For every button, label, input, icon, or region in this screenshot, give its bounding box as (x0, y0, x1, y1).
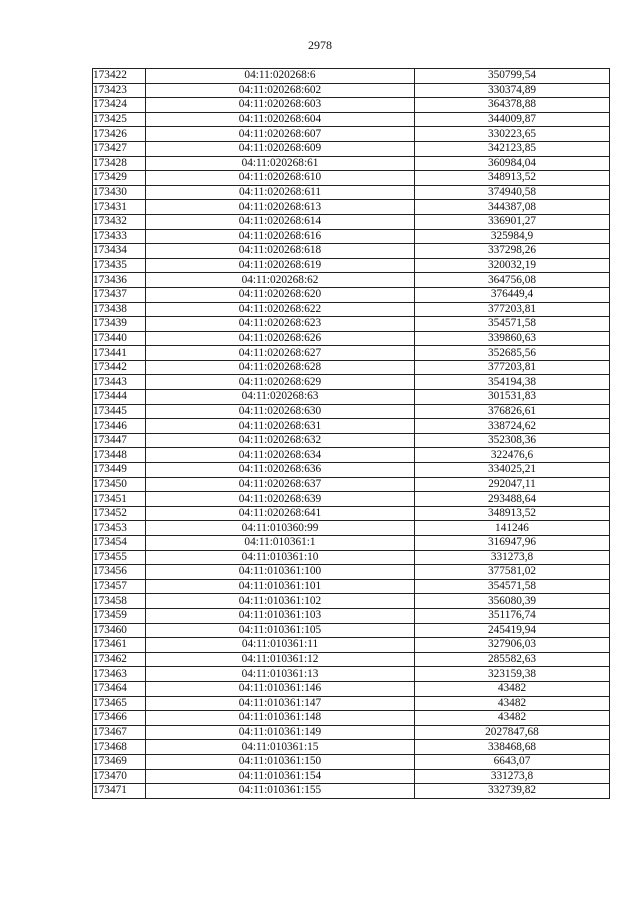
row-number-cell: 173464 (93, 681, 146, 696)
cadastral-value-cell: 141246 (415, 521, 610, 536)
cadastral-value-cell: 352685,56 (415, 346, 610, 361)
cadastral-value-cell: 320032,19 (415, 258, 610, 273)
cadastral-number-cell: 04:11:020268:607 (146, 127, 415, 142)
table-row (93, 608, 610, 623)
row-number-cell: 173457 (93, 579, 146, 594)
cadastral-number-cell: 04:11:020268:616 (146, 229, 415, 244)
cadastral-value-cell: 354194,38 (415, 375, 610, 390)
row-number-cell: 173455 (93, 550, 146, 565)
cadastral-value-cell: 364756,08 (415, 273, 610, 288)
cadastral-value-cell: 6643,07 (415, 754, 610, 769)
cadastral-value-cell: 338724,62 (415, 419, 610, 434)
row-number-cell: 173469 (93, 754, 146, 769)
row-number-cell: 173427 (93, 141, 146, 156)
cadastral-number-cell: 04:11:020268:604 (146, 112, 415, 127)
cadastral-number-cell: 04:11:010361:15 (146, 740, 415, 755)
cadastral-value-cell: 327906,03 (415, 638, 610, 653)
cadastral-number-cell: 04:11:010361:155 (146, 784, 415, 799)
cadastral-value-cell: 316947,96 (415, 536, 610, 551)
row-number-cell: 173447 (93, 433, 146, 448)
cadastral-value-cell: 301531,83 (415, 390, 610, 405)
cadastral-number-cell: 04:11:020268:61 (146, 156, 415, 171)
cadastral-number-cell: 04:11:010361:154 (146, 769, 415, 784)
row-number-cell: 173437 (93, 287, 146, 302)
table-row (93, 550, 610, 565)
cadastral-number-cell: 04:11:020268:619 (146, 258, 415, 273)
table-row (93, 433, 610, 448)
cadastral-number-cell: 04:11:020268:63 (146, 390, 415, 405)
row-number-cell: 173423 (93, 83, 146, 98)
cadastral-number-cell: 04:11:020268:603 (146, 98, 415, 113)
page-number: 2978 (308, 38, 332, 52)
row-number-cell: 173451 (93, 492, 146, 507)
cadastral-number-cell: 04:11:020268:627 (146, 346, 415, 361)
cadastral-value-cell: 325984,9 (415, 229, 610, 244)
cadastral-value-cell: 377203,81 (415, 360, 610, 375)
cadastral-number-cell: 04:11:020268:626 (146, 331, 415, 346)
row-number-cell: 173450 (93, 477, 146, 492)
row-number-cell: 173468 (93, 740, 146, 755)
cadastral-number-cell: 04:11:020268:62 (146, 273, 415, 288)
row-number-cell: 173432 (93, 214, 146, 229)
row-number-cell: 173425 (93, 112, 146, 127)
cadastral-value-cell: 2027847,68 (415, 725, 610, 740)
cadastral-number-cell: 04:11:020268:602 (146, 83, 415, 98)
cadastral-number-cell: 04:11:010361:10 (146, 550, 415, 565)
cadastral-value-cell: 377203,81 (415, 302, 610, 317)
cadastral-value-cell: 334025,21 (415, 463, 610, 478)
row-number-cell: 173434 (93, 244, 146, 259)
cadastral-value-cell: 344009,87 (415, 112, 610, 127)
cadastral-value-cell: 43482 (415, 681, 610, 696)
table-row (93, 740, 610, 755)
row-number-cell: 173436 (93, 273, 146, 288)
row-number-cell: 173422 (93, 69, 146, 84)
cadastral-number-cell: 04:11:010361:148 (146, 711, 415, 726)
table-row (93, 448, 610, 463)
row-number-cell: 173424 (93, 98, 146, 113)
cadastral-value-cell: 351176,74 (415, 608, 610, 623)
cadastral-value-cell: 354571,58 (415, 579, 610, 594)
row-number-cell: 173441 (93, 346, 146, 361)
cadastral-number-cell: 04:11:020268:618 (146, 244, 415, 259)
cadastral-number-cell: 04:11:020268:613 (146, 200, 415, 215)
row-number-cell: 173426 (93, 127, 146, 142)
cadastral-value-cell: 344387,08 (415, 200, 610, 215)
row-number-cell: 173458 (93, 594, 146, 609)
table-row (93, 419, 610, 434)
cadastral-number-cell: 04:11:010361:102 (146, 594, 415, 609)
table-row (93, 360, 610, 375)
table-row (93, 127, 610, 142)
table-row (93, 171, 610, 186)
table-row (93, 185, 610, 200)
table-row (93, 375, 610, 390)
table-row (93, 112, 610, 127)
row-number-cell: 173462 (93, 652, 146, 667)
cadastral-value-cell: 376449,4 (415, 287, 610, 302)
cadastral-number-cell: 04:11:010361:13 (146, 667, 415, 682)
row-number-cell: 173431 (93, 200, 146, 215)
cadastral-number-cell: 04:11:020268:609 (146, 141, 415, 156)
cadastral-number-cell: 04:11:020268:628 (146, 360, 415, 375)
table-row (93, 258, 610, 273)
cadastral-value-cell: 330374,89 (415, 83, 610, 98)
cadastral-number-cell: 04:11:010361:103 (146, 608, 415, 623)
cadastral-value-cell: 43482 (415, 711, 610, 726)
table-row (93, 565, 610, 580)
cadastral-value-cell: 331273,8 (415, 769, 610, 784)
row-number-cell: 173439 (93, 317, 146, 332)
table-row (93, 784, 610, 799)
table-row (93, 506, 610, 521)
row-number-cell: 173446 (93, 419, 146, 434)
cadastral-value-cell: 348913,52 (415, 171, 610, 186)
row-number-cell: 173445 (93, 404, 146, 419)
table-row (93, 141, 610, 156)
table-row (93, 521, 610, 536)
cadastral-value-cell: 330223,65 (415, 127, 610, 142)
cadastral-number-cell: 04:11:020268:637 (146, 477, 415, 492)
table-row (93, 638, 610, 653)
table-row (93, 769, 610, 784)
cadastral-value-cell: 338468,68 (415, 740, 610, 755)
table-row (93, 696, 610, 711)
row-number-cell: 173443 (93, 375, 146, 390)
table-row (93, 302, 610, 317)
cadastral-number-cell: 04:11:020268:634 (146, 448, 415, 463)
table-row (93, 229, 610, 244)
table-row (93, 594, 610, 609)
cadastral-value-cell: 348913,52 (415, 506, 610, 521)
cadastral-number-cell: 04:11:010361:147 (146, 696, 415, 711)
row-number-cell: 173466 (93, 711, 146, 726)
cadastral-value-cell: 364378,88 (415, 98, 610, 113)
row-number-cell: 173452 (93, 506, 146, 521)
cadastral-value-cell: 377581,02 (415, 565, 610, 580)
table-row (93, 463, 610, 478)
row-number-cell: 173428 (93, 156, 146, 171)
table-row (93, 69, 610, 84)
cadastral-number-cell: 04:11:020268:610 (146, 171, 415, 186)
cadastral-value-cell: 43482 (415, 696, 610, 711)
row-number-cell: 173463 (93, 667, 146, 682)
cadastral-number-cell: 04:11:010361:150 (146, 754, 415, 769)
table-body (93, 69, 610, 799)
cadastral-number-cell: 04:11:010361:149 (146, 725, 415, 740)
table-row (93, 200, 610, 215)
table-row (93, 711, 610, 726)
cadastral-value-cell: 323159,38 (415, 667, 610, 682)
cadastral-value-cell: 360984,04 (415, 156, 610, 171)
table-row (93, 83, 610, 98)
row-number-cell: 173433 (93, 229, 146, 244)
row-number-cell: 173453 (93, 521, 146, 536)
cadastral-number-cell: 04:11:020268:614 (146, 214, 415, 229)
row-number-cell: 173444 (93, 390, 146, 405)
cadastral-value-cell: 336901,27 (415, 214, 610, 229)
table-row (93, 579, 610, 594)
cadastral-number-cell: 04:11:010361:12 (146, 652, 415, 667)
cadastral-number-cell: 04:11:020268:620 (146, 287, 415, 302)
table-row (93, 346, 610, 361)
table-row (93, 536, 610, 551)
cadastral-value-cell: 332739,82 (415, 784, 610, 799)
cadastral-number-cell: 04:11:020268:622 (146, 302, 415, 317)
table-row (93, 317, 610, 332)
row-number-cell: 173470 (93, 769, 146, 784)
table-row (93, 287, 610, 302)
row-number-cell: 173467 (93, 725, 146, 740)
cadastral-number-cell: 04:11:010360:99 (146, 521, 415, 536)
table-row (93, 214, 610, 229)
table-row (93, 492, 610, 507)
table-row (93, 156, 610, 171)
row-number-cell: 173449 (93, 463, 146, 478)
cadastral-value-cell: 292047,11 (415, 477, 610, 492)
cadastral-value-table (92, 68, 610, 799)
table-row (93, 331, 610, 346)
cadastral-number-cell: 04:11:020268:636 (146, 463, 415, 478)
table-row (93, 681, 610, 696)
cadastral-number-cell: 04:11:010361:11 (146, 638, 415, 653)
cadastral-number-cell: 04:11:010361:1 (146, 536, 415, 551)
cadastral-value-cell: 352308,36 (415, 433, 610, 448)
cadastral-value-cell: 356080,39 (415, 594, 610, 609)
cadastral-number-cell: 04:11:020268:629 (146, 375, 415, 390)
table-row (93, 273, 610, 288)
cadastral-value-cell: 293488,64 (415, 492, 610, 507)
cadastral-number-cell: 04:11:010361:146 (146, 681, 415, 696)
row-number-cell: 173435 (93, 258, 146, 273)
cadastral-value-cell: 331273,8 (415, 550, 610, 565)
cadastral-number-cell: 04:11:020268:611 (146, 185, 415, 200)
cadastral-number-cell: 04:11:020268:641 (146, 506, 415, 521)
cadastral-value-cell: 350799,54 (415, 69, 610, 84)
cadastral-number-cell: 04:11:020268:6 (146, 69, 415, 84)
cadastral-number-cell: 04:11:020268:632 (146, 433, 415, 448)
cadastral-number-cell: 04:11:020268:630 (146, 404, 415, 419)
row-number-cell: 173471 (93, 784, 146, 799)
row-number-cell: 173460 (93, 623, 146, 638)
cadastral-value-cell: 374940,58 (415, 185, 610, 200)
table-row (93, 477, 610, 492)
row-number-cell: 173459 (93, 608, 146, 623)
table-row (93, 725, 610, 740)
cadastral-value-cell: 342123,85 (415, 141, 610, 156)
row-number-cell: 173438 (93, 302, 146, 317)
cadastral-value-cell: 339860,63 (415, 331, 610, 346)
cadastral-value-cell: 376826,61 (415, 404, 610, 419)
row-number-cell: 173440 (93, 331, 146, 346)
table-row (93, 98, 610, 113)
table-row (93, 623, 610, 638)
cadastral-number-cell: 04:11:020268:639 (146, 492, 415, 507)
cadastral-value-cell: 245419,94 (415, 623, 610, 638)
row-number-cell: 173456 (93, 565, 146, 580)
row-number-cell: 173461 (93, 638, 146, 653)
table-row (93, 390, 610, 405)
cadastral-value-cell: 322476,6 (415, 448, 610, 463)
table-row (93, 244, 610, 259)
cadastral-value-cell: 337298,26 (415, 244, 610, 259)
cadastral-number-cell: 04:11:020268:623 (146, 317, 415, 332)
table-row (93, 404, 610, 419)
cadastral-number-cell: 04:11:020268:631 (146, 419, 415, 434)
table-row (93, 667, 610, 682)
cadastral-number-cell: 04:11:010361:101 (146, 579, 415, 594)
cadastral-value-cell: 285582,63 (415, 652, 610, 667)
row-number-cell: 173429 (93, 171, 146, 186)
cadastral-number-cell: 04:11:010361:105 (146, 623, 415, 638)
table-row (93, 652, 610, 667)
row-number-cell: 173442 (93, 360, 146, 375)
cadastral-number-cell: 04:11:010361:100 (146, 565, 415, 580)
table-row (93, 754, 610, 769)
cadastral-value-cell: 354571,58 (415, 317, 610, 332)
row-number-cell: 173454 (93, 536, 146, 551)
row-number-cell: 173448 (93, 448, 146, 463)
row-number-cell: 173430 (93, 185, 146, 200)
row-number-cell: 173465 (93, 696, 146, 711)
